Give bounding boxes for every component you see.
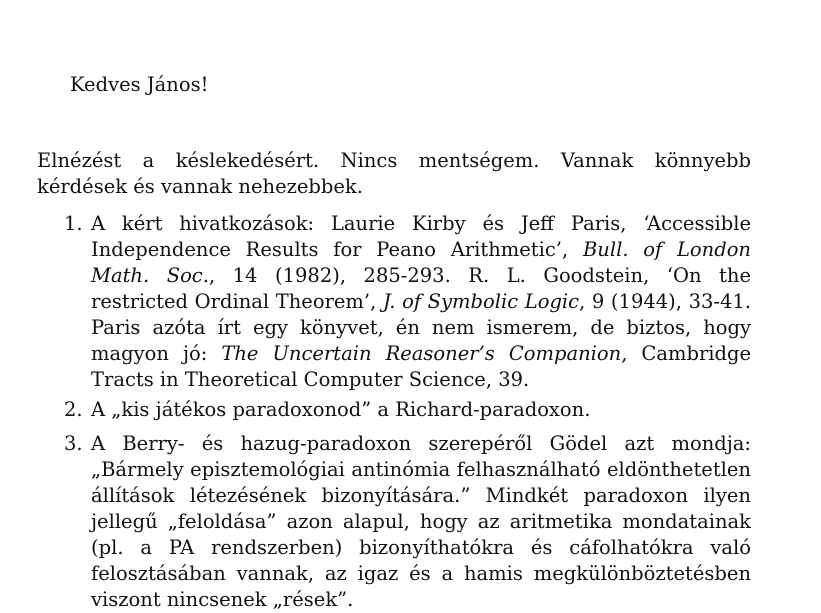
list-item-text: A Berry- és hazug-paradoxon szerepéről Gödel azt mondja: „Bármely episztemológiai antinómia felhasználható eldönthetetlen állítások létezésének bizonyítására.” Mindkét paradoxon ilyen jellegű „feloldása” azon alapul, hogy az aritmetika mondatainak (pl. a PA rendszerben) bizonyíthatókra és cáfolhatókra való felosztásában vannak, az igaz és a hamis megkülönböztetésben viszont nincsenek „rések”. (91, 432, 751, 611)
list-item-number: 1. (64, 212, 83, 235)
list-item-3 (37, 431, 751, 613)
list-item-number: 2. (64, 398, 83, 421)
intro-paragraph: Elnézést a késlekedésért. Nincs mentségem. Vannak könnyebb kérdések és vannak nehezebbek. (37, 149, 751, 198)
numbered-list (37, 211, 751, 613)
reference-text: , Cambridge Tracts in Theoretical Computer Science, 39. (91, 342, 752, 391)
reference-text: , 9 (1944), 33-41. Paris azóta írt egy könyvet, én nem ismerem, de biztos, hogy magyon jó: (91, 290, 752, 365)
list-item-number: 3. (64, 432, 83, 455)
journal-title: Bull. of London Math. Soc. (91, 238, 751, 287)
journal-title: J. of Symbolic Logic (382, 290, 580, 313)
list-item-2 (37, 397, 751, 431)
reference-text: , 14 (1982), 285-293. R. L. Goodstein, ‘On the restricted Ordinal Theorem’, (91, 264, 751, 313)
list-item-text: A „kis játékos paradoxonod” a Richard-paradoxon. (91, 398, 591, 421)
reference-text: A kért hivatkozások: Laurie Kirby és Jeff Paris, ‘Accessible Independence Results for Peano Arithmetic’, (91, 212, 751, 261)
book-title: The Uncertain Reasoner’s Companion (221, 342, 622, 365)
greeting: Kedves János! (70, 73, 209, 96)
list-item-1 (37, 211, 751, 397)
